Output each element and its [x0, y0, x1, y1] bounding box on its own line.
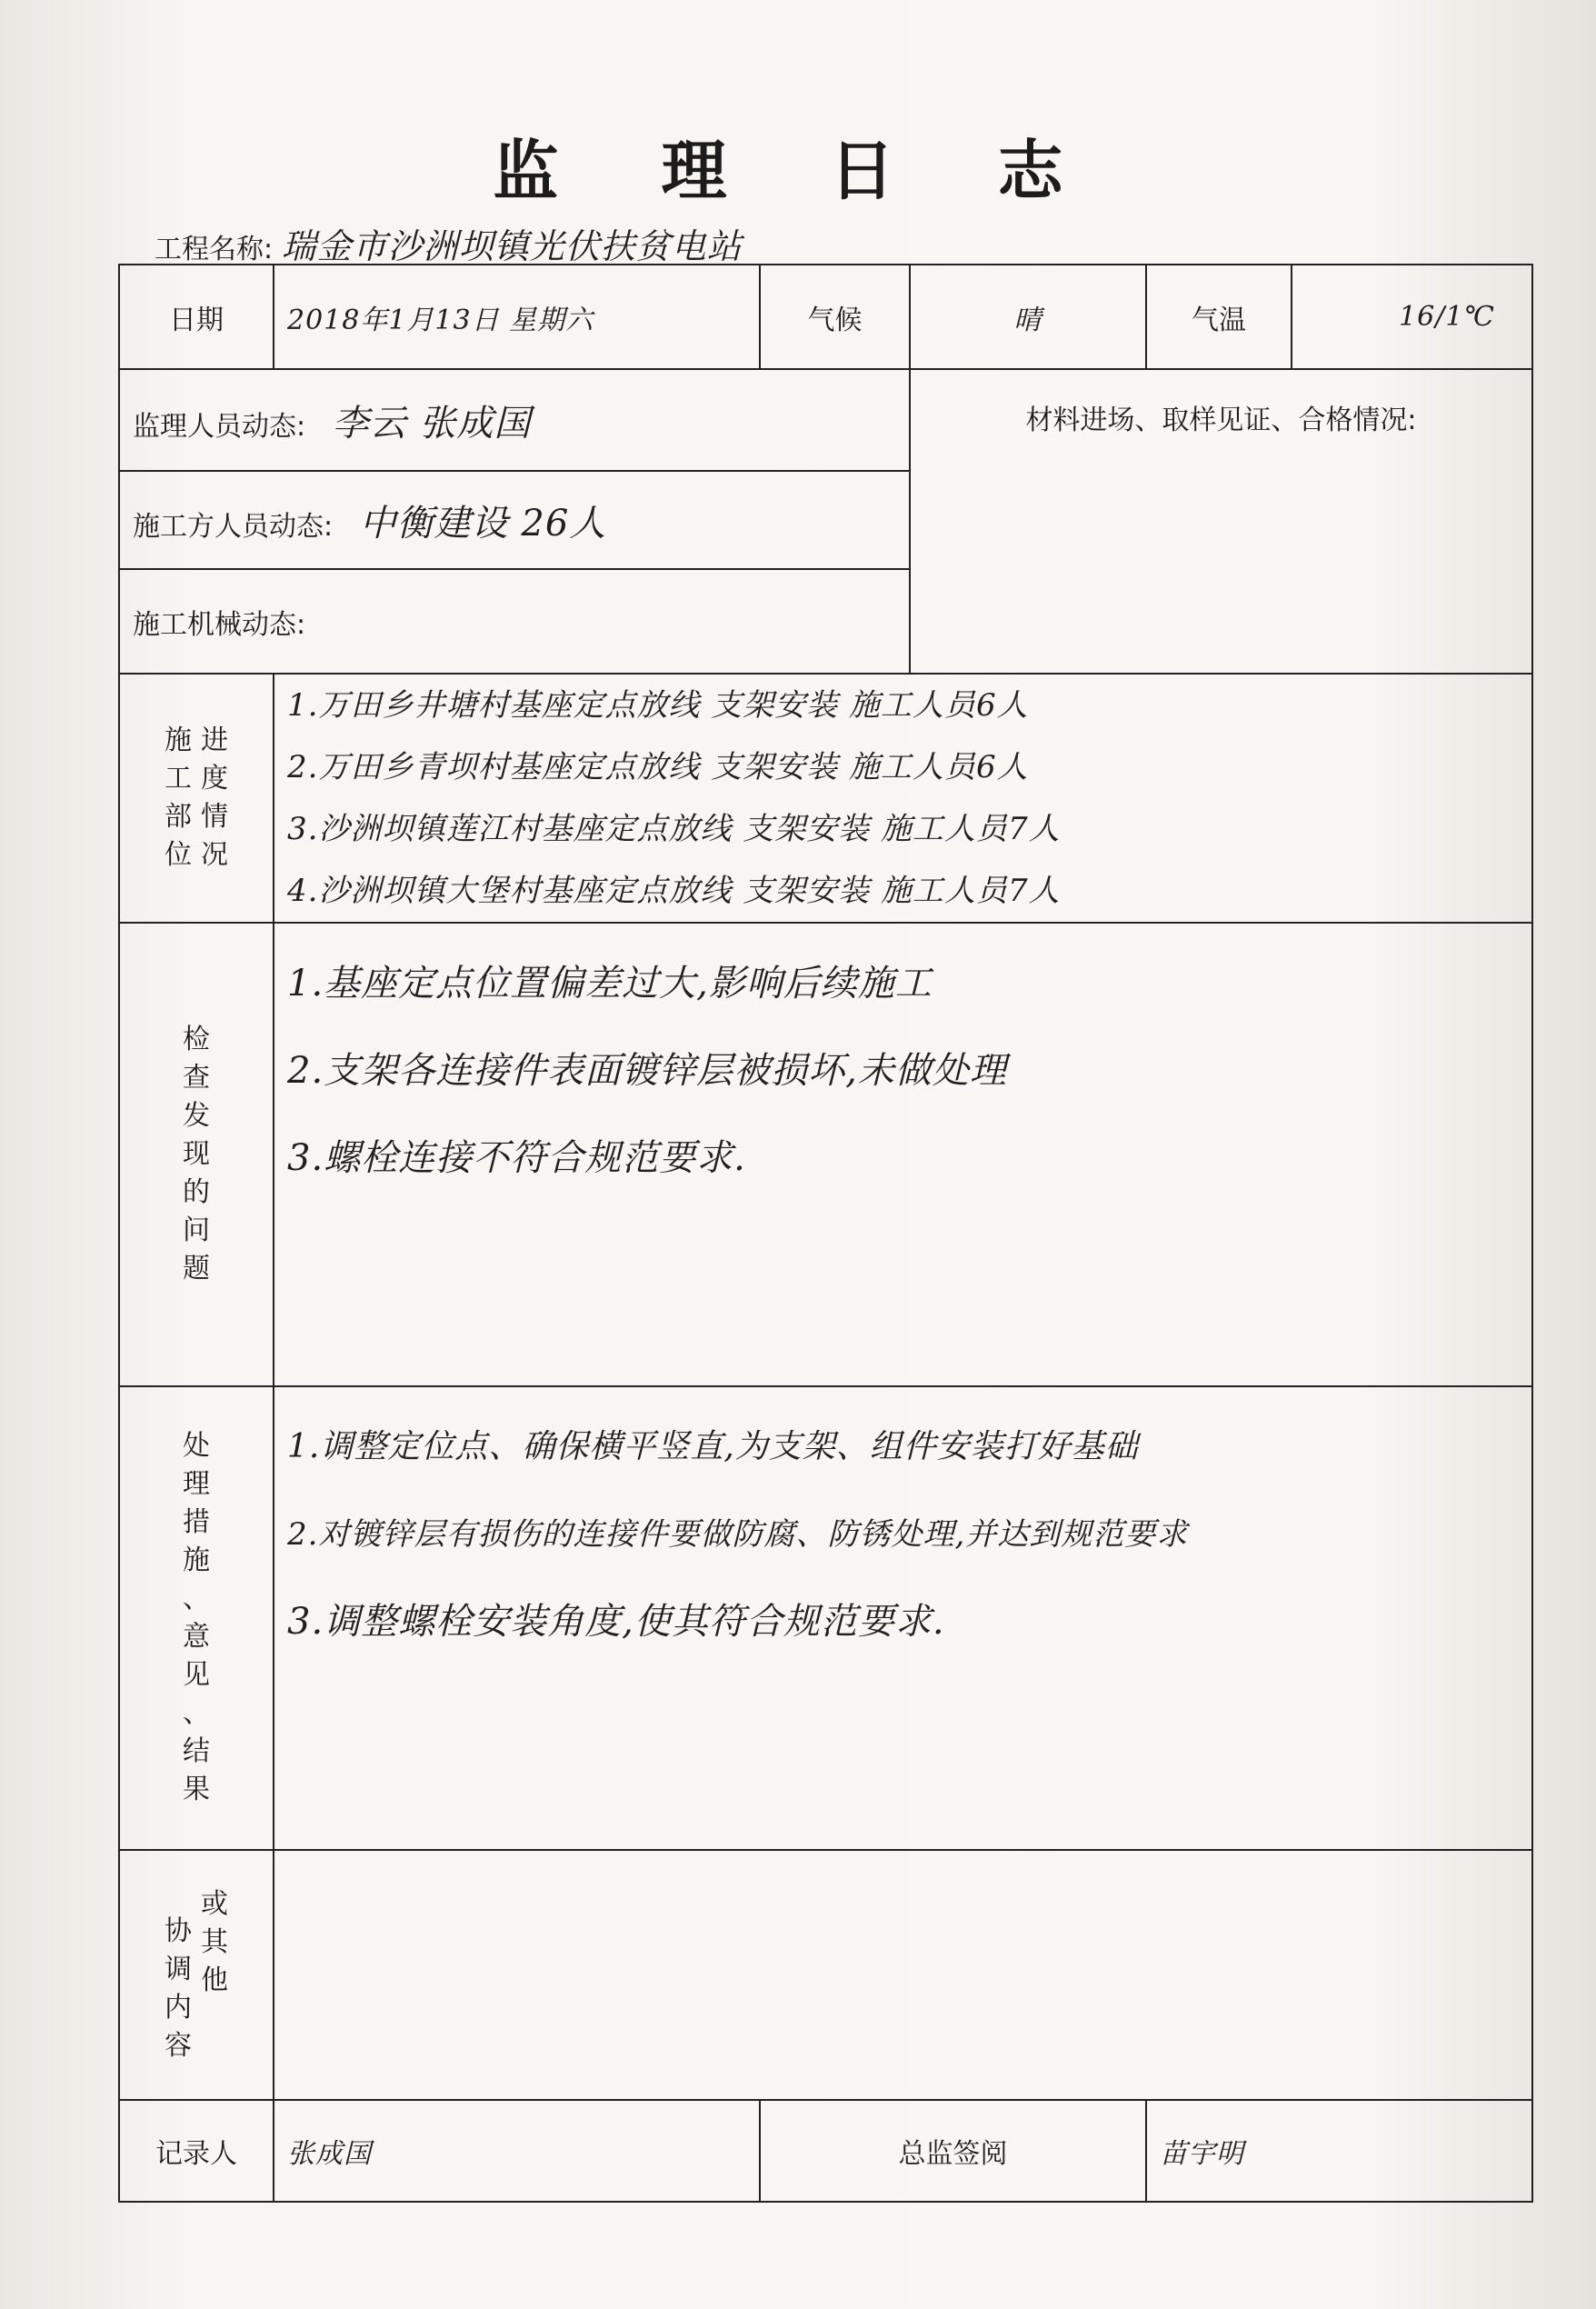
measures-row — [119, 1386, 1532, 1850]
coordination-row — [119, 1850, 1532, 2100]
supervisor-staff-cell — [119, 369, 910, 471]
coordination-label-col1: 协 调 内 容 — [165, 1914, 192, 2062]
issues-content — [274, 923, 1532, 1386]
measure-item: 3.调整螺栓安装角度,使其符合规范要求. — [287, 1601, 945, 1643]
issue-item: 3.螺栓连接不符合规范要求. — [287, 1137, 746, 1179]
measures-content — [274, 1386, 1532, 1850]
progress-row — [119, 674, 1532, 923]
supervisor-staff-label: 监理人员动态: — [133, 410, 306, 443]
supervisor-row — [119, 369, 1532, 471]
materials-label: 材料进场、取样见证、合格情况: — [1025, 405, 1417, 436]
measures-label: 处 理 措 施 、 意 见 、 结 果 — [119, 1386, 274, 1850]
coordination-label-col2: 或 其 他 — [201, 1887, 228, 1996]
contractor-staff-label: 施工方人员动态: — [133, 510, 334, 543]
supervision-log-table — [118, 264, 1533, 2203]
coordination-label — [119, 1850, 274, 2100]
weather-value: 晴 — [910, 265, 1146, 369]
machinery-label: 施工机械动态: — [133, 608, 306, 641]
progress-content — [274, 674, 1532, 923]
issues-row — [119, 923, 1532, 1386]
issues-label: 检 查 发 现 的 问 题 — [119, 923, 274, 1386]
progress-item: 4.沙洲坝镇大堡村基座定点放线 支架安装 施工人员7人 — [287, 873, 1061, 909]
coordination-content — [274, 1850, 1532, 2100]
progress-label-col1: 施 工 部 位 — [165, 725, 192, 871]
project-name-label: 工程名称: — [155, 234, 274, 265]
materials-cell — [910, 369, 1532, 674]
measure-item: 1.调整定位点、确保横平竖直,为支架、组件安装打好基础 — [287, 1428, 1139, 1465]
progress-label-col2: 进 度 情 况 — [201, 725, 228, 871]
contractor-staff-cell — [119, 471, 910, 569]
header-row — [119, 265, 1532, 369]
measure-item: 2.对镀锌层有损伤的连接件要做防腐、防锈处理,并达到规范要求 — [287, 1516, 1189, 1553]
machinery-cell — [119, 569, 910, 674]
contractor-staff-value: 中衡建设 26人 — [359, 502, 607, 545]
weather-label: 气候 — [760, 265, 910, 369]
document-title: 监 理 日 志 — [493, 132, 1103, 209]
progress-label — [119, 674, 274, 923]
progress-item: 3.沙洲坝镇莲江村基座定点放线 支架安装 施工人员7人 — [287, 811, 1061, 847]
temperature-label: 气温 — [1146, 265, 1292, 369]
progress-item: 2.万田乡青坝村基座定点放线 支架安装 施工人员6人 — [287, 749, 1029, 785]
temperature-value: 16/1℃ — [1292, 265, 1532, 369]
chief-supervisor-label: 总监签阅 — [760, 2100, 1146, 2202]
recorder-label: 记录人 — [119, 2100, 274, 2202]
issue-item: 2.支架各连接件表面镀锌层被损坏,未做处理 — [287, 1050, 1007, 1092]
supervisor-staff-value: 李云 张成国 — [332, 402, 532, 445]
date-value: 2018年1月13日 星期六 — [274, 265, 760, 369]
date-label: 日期 — [119, 265, 274, 369]
issue-item: 1.基座定点位置偏差过大,影响后续施工 — [287, 963, 933, 1005]
progress-item: 1.万田乡井塘村基座定点放线 支架安装 施工人员6人 — [287, 687, 1029, 724]
project-name-line — [155, 218, 743, 268]
project-name-value: 瑞金市沙洲坝镇光伏扶贫电站 — [281, 226, 743, 266]
recorder-signature: 张成国 — [274, 2100, 760, 2202]
chief-supervisor-signature: 苗宇明 — [1146, 2100, 1532, 2202]
signature-row — [119, 2100, 1532, 2202]
